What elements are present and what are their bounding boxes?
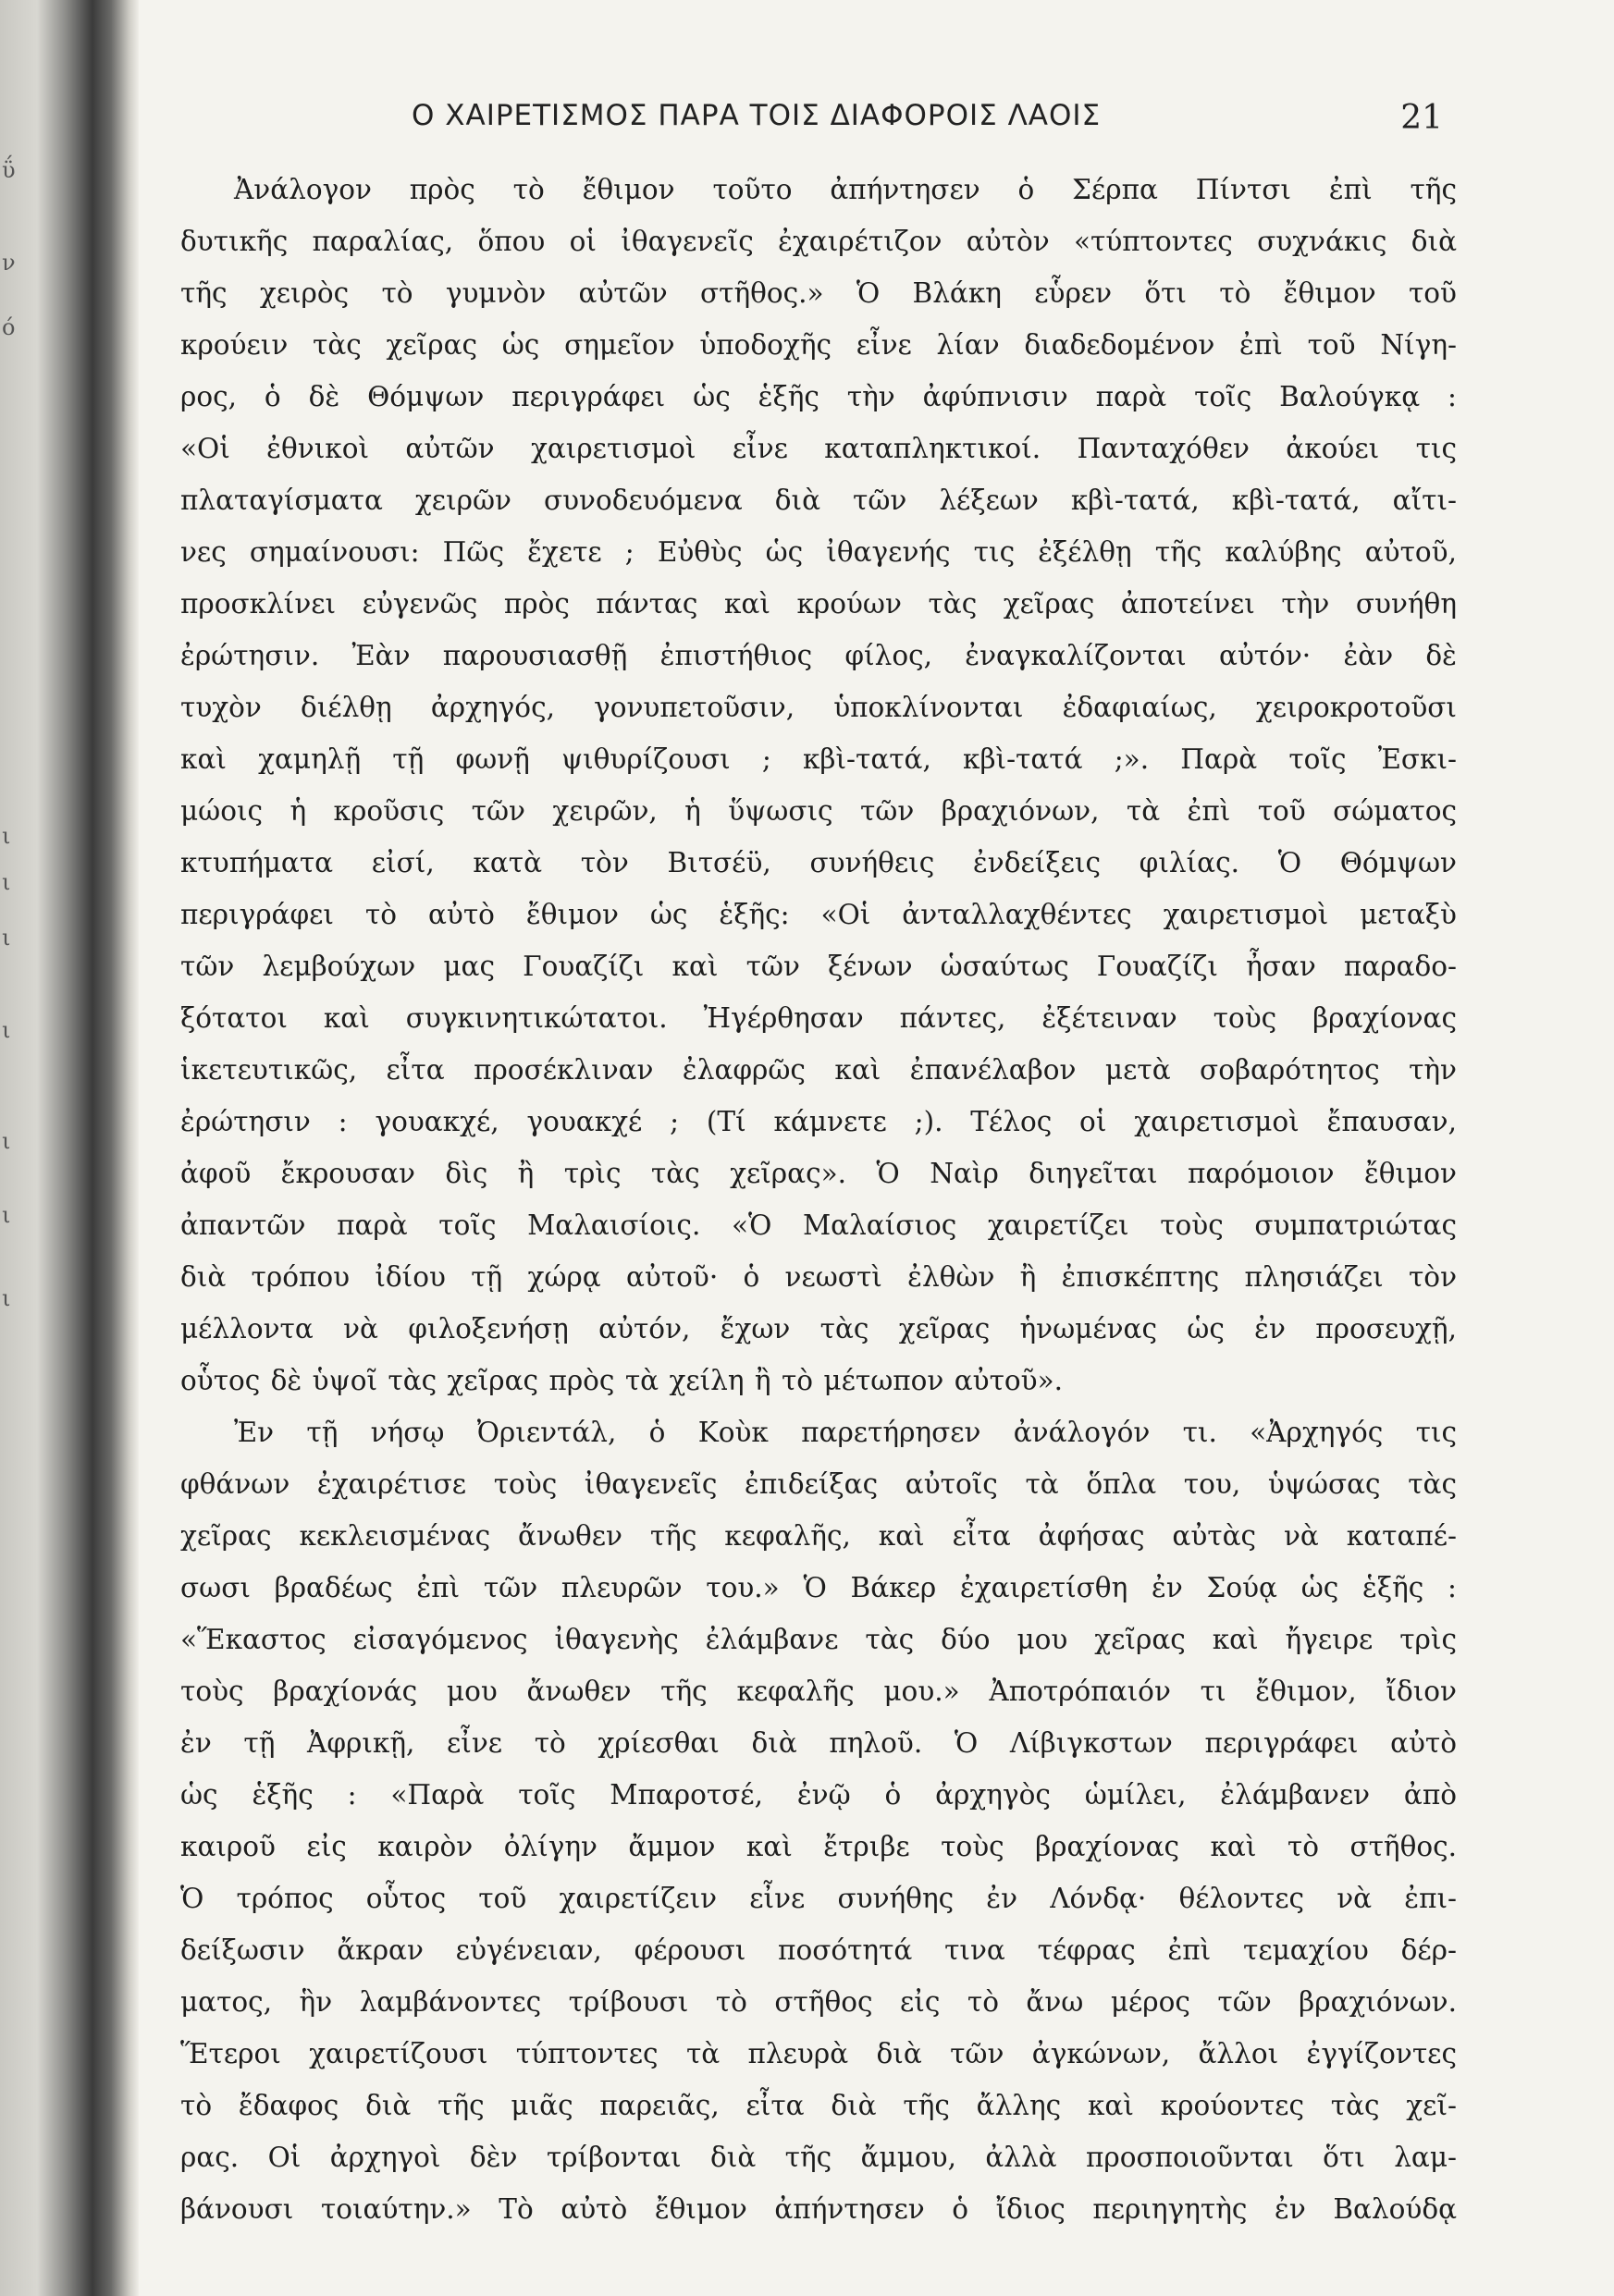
text-line: Ἐν τῇ νήσῳ Ὀριεντάλ, ὁ Κοὺκ παρετήρησεν ἀνάλογόν τι. «Ἀρχηγός τις [234, 1417, 1457, 1448]
text-line: πλαταγίσματα χειρῶν συνοδευόμενα διὰ τῶν λέξεων κβὶ-τατά, κβὶ-τατά, αἴτι- [180, 485, 1457, 516]
text-line: περιγράφει τὸ αὐτὸ ἔθιμον ὡς ἑξῆς: «Οἱ ἀνταλλαχθέντες χαιρετισμοὶ μεταξὺ [180, 899, 1457, 930]
body-text [180, 164, 1457, 2235]
text-line: ρος, ὁ δὲ Θόμψων περιγράφει ὡς ἑξῆς τὴν ἀφύπνισιν παρὰ τοῖς Βαλούγκᾳ : [180, 381, 1457, 412]
chapter-title: Ο ΧΑΙΡΕΤΙΣΜΟΣ ΠΑΡΑ ΤΟΙΣ ΔΙΑΦΟΡΟΙΣ ΛΑΟΙΣ [412, 99, 1102, 132]
text-line: καιροῦ εἰς καιρὸν ὀλίγην ἄμμον καὶ ἔτριβε τοὺς βραχίονας καὶ τὸ στῆθος. [180, 1831, 1457, 1862]
text-line: φθάνων ἐχαιρέτισε τοὺς ἰθαγενεῖς ἐπιδείξας αὐτοῖς τὰ ὅπλα του, ὑψώσας τὰς [180, 1468, 1457, 1500]
text-line: κρούειν τὰς χεῖρας ὡς σημεῖον ὑποδοχῆς εἶνε λίαν διαδεδομένον ἐπὶ τοῦ Νίγη- [180, 329, 1457, 361]
text-line: «Οἱ ἐθνικοὶ αὐτῶν χαιρετισμοὶ εἶνε καταπληκτικοί. Πανταχόθεν ἀκούει τις [180, 433, 1457, 464]
text-line: ἐρώτησιν. Ἐὰν παρουσιασθῇ ἐπιστήθιος φίλος, ἐναγκαλίζονται αὐτόν· ἐὰν δὲ [180, 640, 1457, 671]
text-line: ὡς ἑξῆς : «Παρὰ τοῖς Μπαροτσέ, ἐνῷ ὁ ἀρχηγὸς ὡμίλει, ἐλάμβανεν ἀπὸ [180, 1779, 1457, 1811]
text-line: τυχὸν διέλθῃ ἀρχηγός, γονυπετοῦσιν, ὑποκλίνονται ἐδαφιαίως, χειροκροτοῦσι [180, 692, 1457, 723]
facing-page-char: ό [2, 314, 16, 340]
running-head [180, 88, 1457, 143]
text-line: σωσι βραδέως ἐπὶ τῶν πλευρῶν του.» Ὁ Βάκερ ἐχαιρετίσθη ἐν Σούᾳ ὡς ἑξῆς : [180, 1572, 1457, 1603]
text-line: Ὁ τρόπος οὗτος τοῦ χαιρετίζειν εἶνε συνήθης ἐν Λόνδᾳ· θέλοντες νὰ ἐπι- [180, 1883, 1457, 1914]
facing-page-char: ι [2, 823, 11, 849]
facing-page-char: ι [2, 1202, 11, 1228]
text-line: τῶν λεμβούχων μας Γουαζίζι καὶ τῶν ξένων ὡσαύτως Γουαζίζι ἦσαν παραδο- [180, 951, 1457, 982]
text-line: ξότατοι καὶ συγκινητικώτατοι. Ἠγέρθησαν πάντες, ἐξέτειναν τοὺς βραχίονας [180, 1002, 1457, 1034]
text-line: δείξωσιν ἄκραν εὐγένειαν, φέρουσι ποσότητά τινα τέφρας ἐπὶ τεμαχίου δέρ- [180, 1934, 1457, 1966]
facing-page-char: ν [2, 250, 16, 276]
text-line: ἀφοῦ ἔκρουσαν δὶς ἢ τρὶς τὰς χεῖρας». Ὁ Ναὶρ διηγεῖται παρόμοιον ἔθιμον [180, 1158, 1457, 1189]
text-line: νες σημαίνουσι: Πῶς ἔχετε ; Εὐθὺς ὡς ἰθαγενής τις ἐξέλθῃ τῆς καλύβης αὐτοῦ, [180, 536, 1457, 568]
text-line: διὰ τρόπου ἰδίου τῇ χώρᾳ αὐτοῦ· ὁ νεωστὶ ἐλθὼν ἢ ἐπισκέπτης πλησιάζει τὸν [180, 1261, 1457, 1293]
page-number: 21 [1400, 99, 1443, 137]
text-line: Ἀνάλογον πρὸς τὸ ἔθιμον τοῦτο ἀπήντησεν ὁ Σέρπα Πίντσι ἐπὶ τῆς [234, 174, 1457, 205]
facing-page-char: ι [2, 1128, 11, 1154]
facing-page-char: ι [2, 1285, 11, 1311]
text-line: τῆς χειρὸς τὸ γυμνὸν αὐτῶν στῆθος.» Ὁ Βλάκη εὗρεν ὅτι τὸ ἔθιμον τοῦ [180, 277, 1457, 309]
text-line: μώοις ἡ κροῦσις τῶν χειρῶν, ἡ ὕψωσις τῶν βραχιόνων, τὰ ἐπὶ τοῦ σώματος [180, 795, 1457, 827]
text-line: βάνουσι τοιαύτην.» Τὸ αὐτὸ ἔθιμον ἀπήντησεν ὁ ἴδιος περιηγητὴς ἐν Βαλούδᾳ [180, 2193, 1457, 2225]
text-line: καὶ χαμηλῇ τῇ φωνῇ ψιθυρίζουσι ; κβὶ-τατά, κβὶ-τατά ;». Παρὰ τοῖς Ἐσκι- [180, 743, 1457, 775]
text-line: χεῖρας κεκλεισμένας ἄνωθεν τῆς κεφαλῆς, καὶ εἶτα ἀφήσας αὐτὰς νὰ καταπέ- [180, 1520, 1457, 1552]
facing-page-char: ι [2, 869, 11, 895]
text-line: οὗτος δὲ ὑψοῖ τὰς χεῖρας πρὸς τὰ χείλη ἢ τὸ μέτωπον αὐτοῦ». [180, 1365, 1064, 1396]
text-line: ἀπαντῶν παρὰ τοῖς Μαλαισίοις. «Ὁ Μαλαίσιος χαιρετίζει τοὺς συμπατριώτας [180, 1209, 1457, 1241]
text-line: ἐν τῇ Ἀφρικῇ, εἶνε τὸ χρίεσθαι διὰ πηλοῦ. Ὁ Λίβιγκστων περιγράφει αὐτὸ [180, 1727, 1457, 1759]
text-line: ἱκετευτικῶς, εἶτα προσέκλιναν ἐλαφρῶς καὶ ἐπανέλαβον μετὰ σοβαρότητος τὴν [180, 1054, 1457, 1086]
facing-page-char: ΰ [2, 157, 16, 183]
text-line: «Ἕκαστος εἰσαγόμενος ἰθαγενὴς ἐλάμβανε τὰς δύο μου χεῖρας καὶ ἤγειρε τρὶς [180, 1624, 1457, 1655]
text-line: τὸ ἔδαφος διὰ τῆς μιᾶς παρειᾶς, εἶτα διὰ τῆς ἄλλης καὶ κρούοντες τὰς χεῖ- [180, 2090, 1457, 2121]
text-line: δυτικῆς παραλίας, ὅπου οἱ ἰθαγενεῖς ἐχαιρέτιζον αὐτὸν «τύπτοντες συχνάκις διὰ [180, 226, 1457, 257]
text-line: κτυπήματα εἰσί, κατὰ τὸν Βιτσέϋ, συνήθεις ἐνδείξεις φιλίας. Ὁ Θόμψων [180, 847, 1457, 878]
text-line: τοὺς βραχίονάς μου ἄνωθεν τῆς κεφαλῆς μου.» Ἀποτρόπαιόν τι ἔθιμον, ἴδιον [180, 1676, 1457, 1707]
facing-page-margin [0, 0, 28, 2296]
text-line: μέλλοντα νὰ φιλοξενήσῃ αὐτόν, ἔχων τὰς χεῖρας ἡνωμένας ὡς ἐν προσευχῇ, [180, 1313, 1457, 1344]
text-line: ἐρώτησιν : γουακχέ, γουακχέ ; (Τί κάμνετε ;). Τέλος οἱ χαιρετισμοὶ ἔπαυσαν, [180, 1106, 1457, 1137]
book-page [180, 88, 1457, 2235]
facing-page-char: ι [2, 925, 11, 951]
facing-page-char: ι [2, 1017, 11, 1043]
text-line: ρας. Οἱ ἀρχηγοὶ δὲν τρίβονται διὰ τῆς ἄμμου, ἀλλὰ προσποιοῦνται ὅτι λαμ- [180, 2142, 1457, 2173]
text-line: προσκλίνει εὐγενῶς πρὸς πάντας καὶ κρούων τὰς χεῖρας ἀποτείνει τὴν συνήθη [180, 588, 1457, 620]
text-line: Ἕτεροι χαιρετίζουσι τύπτοντες τὰ πλευρὰ διὰ τῶν ἀγκώνων, ἄλλοι ἐγγίζοντες [180, 2038, 1457, 2069]
text-line: ματος, ἣν λαμβάνοντες τρίβουσι τὸ στῆθος εἰς τὸ ἄνω μέρος τῶν βραχιόνων. [180, 1986, 1457, 2018]
